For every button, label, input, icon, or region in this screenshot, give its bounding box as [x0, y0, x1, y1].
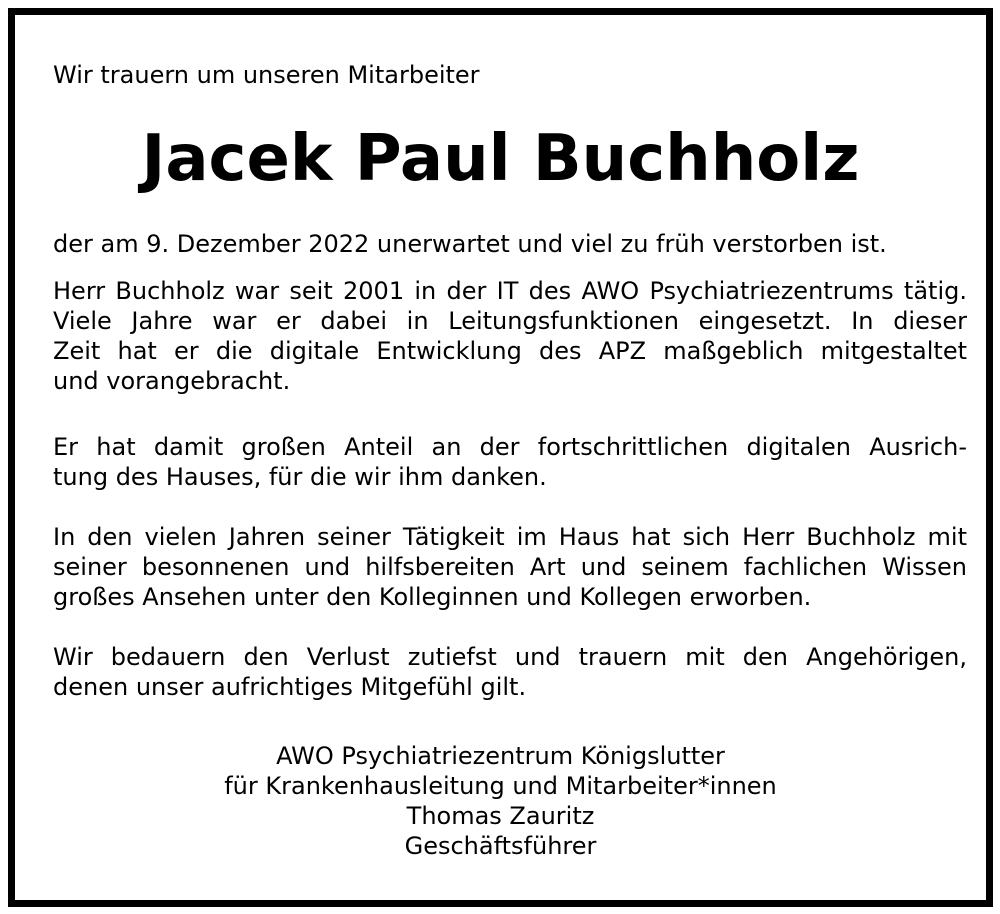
signature-person: Thomas Zauritz — [406, 802, 595, 830]
paragraph-line: Herr Buchholz war seit 2001 in der IT des AWO Psychiatriezentrums tätig. — [53, 277, 967, 305]
paragraph-reputation — [53, 522, 967, 612]
paragraph-line: denen unser aufrichtiges Mitgefühl gilt. — [53, 673, 527, 701]
paragraph-line: seiner besonnenen und hilfsbereiten Art und seinem fachlichen Wissen — [53, 553, 967, 581]
deceased-name: Jacek Paul Buchholz — [141, 122, 860, 196]
paragraph-line: tung des Hauses, für die wir ihm danken. — [53, 463, 547, 491]
paragraph-line: Er hat damit großen Anteil an der fortschrittlichen digitalen Ausrich- — [53, 433, 967, 461]
paragraph-line: Viele Jahre war er dabei in Leitungsfunktionen eingesetzt. In dieser — [53, 307, 967, 335]
signature-role: Geschäftsführer — [404, 832, 597, 860]
paragraph-line: und vorangebracht. — [53, 367, 291, 395]
signature-block — [15, 741, 986, 861]
signature-organization: AWO Psychiatriezentrum Königslutter — [276, 742, 725, 770]
intro-text: Wir trauern um unseren Mitarbeiter — [53, 61, 480, 89]
signature-on-behalf: für Krankenhausleitung und Mitarbeiter*innen — [224, 772, 777, 800]
obituary-frame — [8, 8, 993, 907]
paragraph-line: großes Ansehen unter den Kolleginnen und Kollegen erworben. — [53, 583, 812, 611]
death-date-line: der am 9. Dezember 2022 unerwartet und viel zu früh verstorben ist. — [53, 230, 887, 258]
paragraph-line: Zeit hat er die digitale Entwicklung des APZ maßgeblich mitgestaltet — [53, 337, 967, 365]
paragraph-line: In den vielen Jahren seiner Tätigkeit im Haus hat sich Herr Buchholz mit — [53, 523, 967, 551]
paragraph-condolence — [53, 642, 967, 702]
paragraph-career — [53, 276, 967, 396]
paragraph-contribution — [53, 432, 967, 492]
paragraph-line: Wir bedauern den Verlust zutiefst und trauern mit den Angehörigen, — [53, 643, 967, 671]
